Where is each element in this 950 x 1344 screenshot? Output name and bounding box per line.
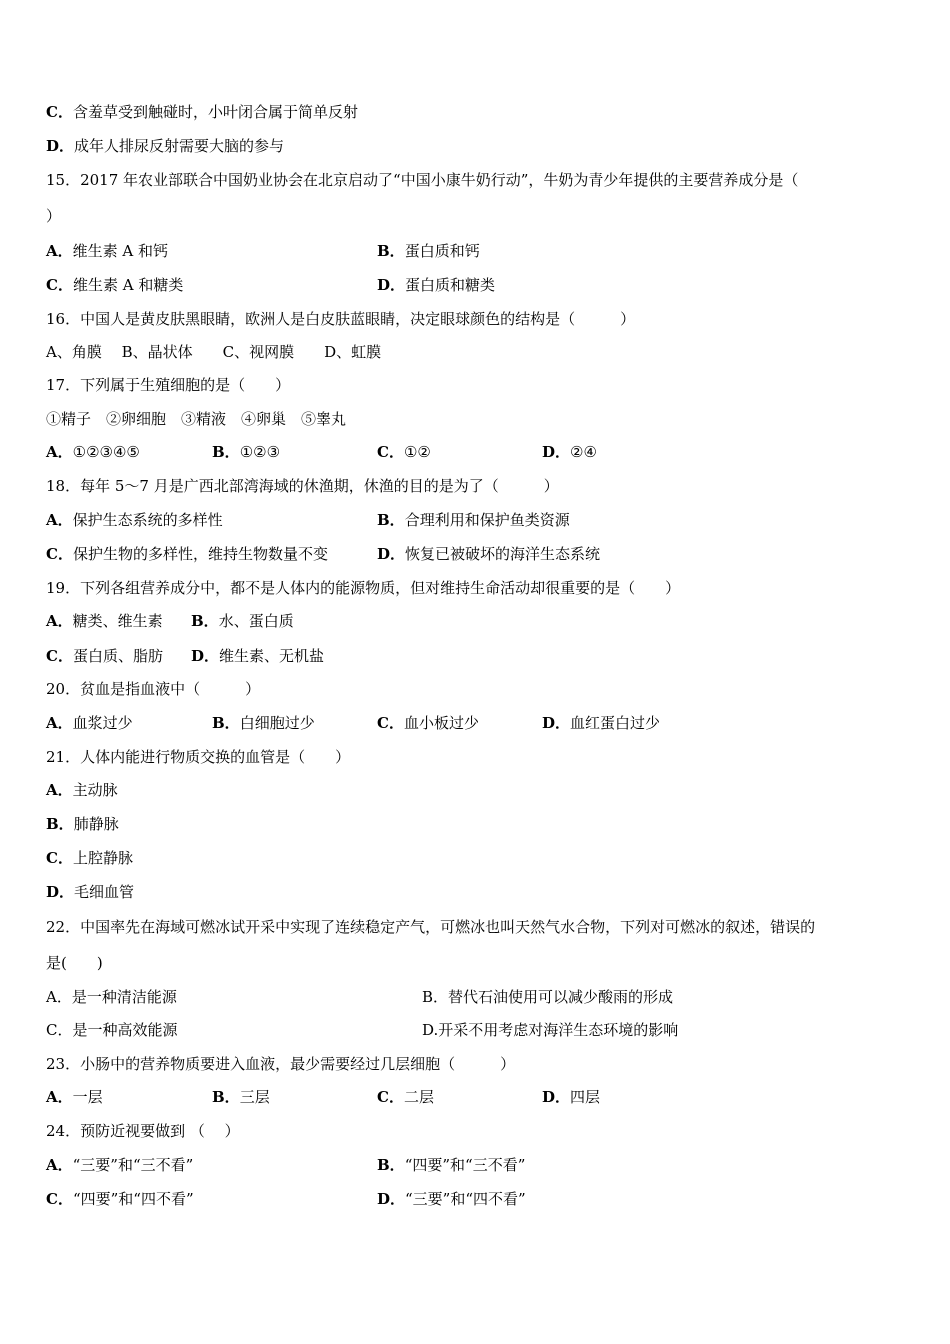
- q17-items: ①精子 ②卵细胞 ③精液 ④卵巢 ⑤睾丸: [46, 410, 347, 428]
- q17-option-a: A．①②③④⑤: [46, 443, 140, 461]
- q14-option-c: C．含羞草受到触碰时，小叶闭合属于简单反射: [46, 103, 358, 121]
- q21-option-b: B．肺静脉: [46, 815, 119, 833]
- q20-option-c: C．血小板过少: [377, 714, 479, 732]
- q18-stem: 18．每年 5～7 月是广西北部湾海域的休渔期，休渔的目的是为了（ ）: [46, 477, 559, 495]
- q15-option-d: D．蛋白质和糖类: [377, 276, 496, 294]
- q24-option-d: D．“三要”和“四不看”: [377, 1190, 526, 1208]
- q14-option-d: D．成年人排尿反射需要大脑的参与: [46, 137, 285, 155]
- q15-option-b: B．蛋白质和钙: [377, 242, 480, 260]
- q16-stem: 16．中国人是黄皮肤黑眼睛，欧洲人是白皮肤蓝眼睛，决定眼球颜色的结构是（ ）: [46, 310, 636, 328]
- q19-stem: 19．下列各组营养成分中，都不是人体内的能源物质，但对维持生命活动却很重要的是（ ）: [46, 579, 681, 597]
- q22-option-c: C．是一种高效能源: [46, 1021, 178, 1039]
- q21-stem: 21．人体内能进行物质交换的血管是（ ）: [46, 748, 351, 766]
- q15-option-a: A．维生素 A 和钙: [46, 242, 169, 260]
- q19-option-d: D．维生素、无机盐: [191, 647, 325, 665]
- q20-stem: 20．贫血是指血液中（ ）: [46, 680, 261, 698]
- q20-option-d: D．血红蛋白过少: [542, 714, 661, 732]
- q16-options: A、角膜 B、晶状体 C、视网膜 D、虹膜: [46, 343, 382, 361]
- q22-stem: 22．中国率先在海域可燃冰试开采中实现了连续稳定产气，可燃冰也叫天然气水合物，下列对可燃冰的叙述，错误的: [46, 918, 816, 936]
- q24-stem: 24．预防近视要做到 （ ）: [46, 1122, 240, 1140]
- q19-option-c: C．蛋白质、脂肪: [46, 647, 163, 665]
- q23-option-b: B．三层: [212, 1088, 270, 1106]
- q22-option-d: D.开采不用考虑对海洋生态环境的影响: [422, 1021, 679, 1039]
- q17-stem: 17．下列属于生殖细胞的是（ ）: [46, 376, 291, 394]
- q18-option-d: D．恢复已被破坏的海洋生态系统: [377, 545, 601, 563]
- q22-option-a: A．是一种清洁能源: [46, 988, 177, 1006]
- q18-option-c: C．保护生物的多样性，维持生物数量不变: [46, 545, 328, 563]
- q18-option-a: A．保护生态系统的多样性: [46, 511, 223, 529]
- q22-option-b: B．替代石油使用可以减少酸雨的形成: [422, 988, 674, 1006]
- q22-stem-cont: 是( ): [46, 954, 103, 972]
- q18-option-b: B．合理利用和保护鱼类资源: [377, 511, 570, 529]
- q20-option-a: A．血浆过少: [46, 714, 133, 732]
- q24-option-c: C．“四要”和“四不看”: [46, 1190, 194, 1208]
- q20-option-b: B．白细胞过少: [212, 714, 315, 732]
- q23-stem: 23．小肠中的营养物质要进入血液，最少需要经过几层细胞（ ）: [46, 1055, 516, 1073]
- q23-option-c: C．二层: [377, 1088, 434, 1106]
- q17-option-b: B．①②③: [212, 443, 281, 461]
- q15-stem: 15．2017 年农业部联合中国奶业协会在北京启动了“中国小康牛奶行动”，牛奶为青少年提供的主要营养成分是（: [46, 171, 799, 189]
- q17-option-d: D．②④: [542, 443, 597, 461]
- q24-option-b: B．“四要”和“三不看”: [377, 1156, 526, 1174]
- q23-option-d: D．四层: [542, 1088, 601, 1106]
- q21-option-c: C．上腔静脉: [46, 849, 133, 867]
- q19-option-a: A．糖类、维生素: [46, 612, 163, 630]
- q15-option-c: C．维生素 A 和糖类: [46, 276, 184, 294]
- q23-option-a: A．一层: [46, 1088, 103, 1106]
- q21-option-a: A．主动脉: [46, 781, 118, 799]
- q21-option-d: D．毛细血管: [46, 883, 135, 901]
- q19-option-b: B．水、蛋白质: [191, 612, 294, 630]
- q24-option-a: A．“三要”和“三不看”: [46, 1156, 194, 1174]
- q15-stem-cont: ）: [46, 207, 62, 225]
- q17-option-c: C．①②: [377, 443, 431, 461]
